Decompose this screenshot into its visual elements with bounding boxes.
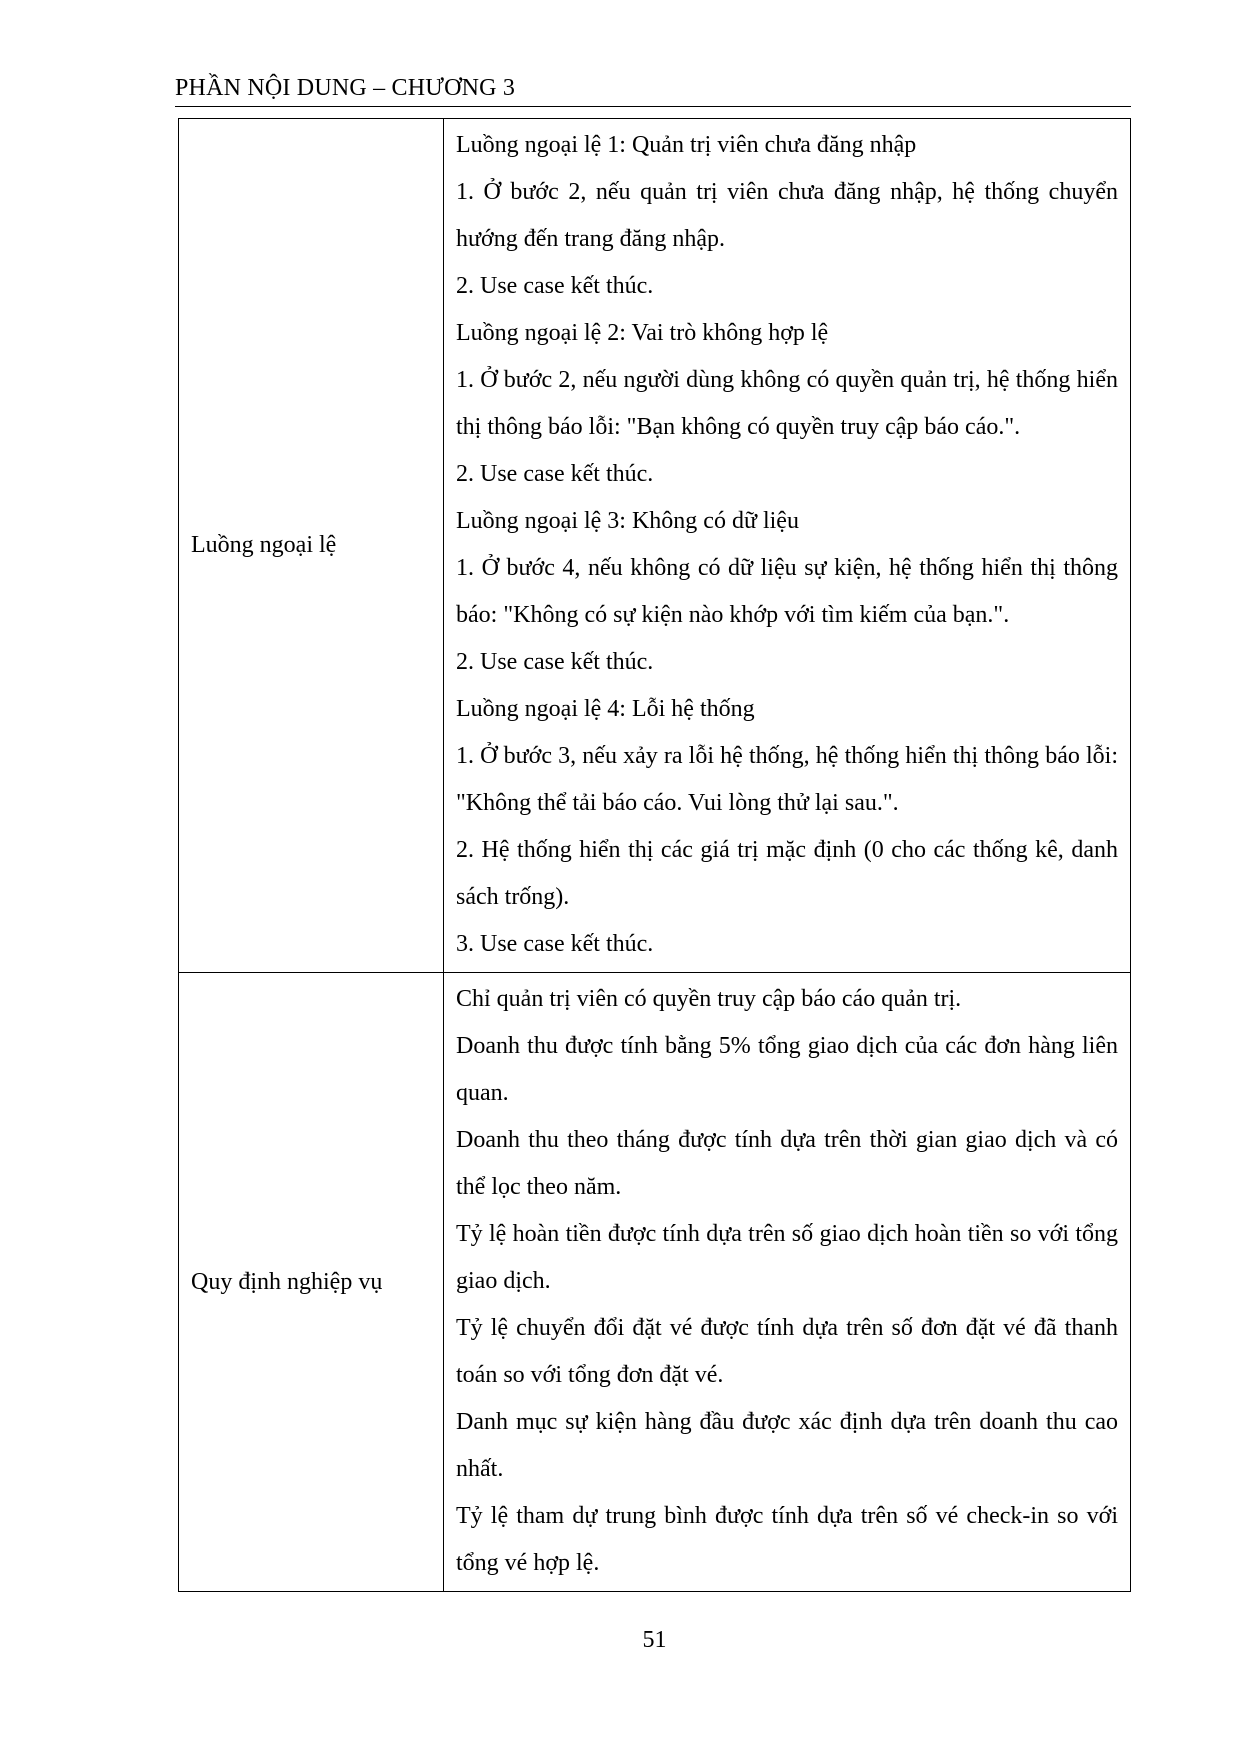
exception-flows-content xyxy=(444,119,1131,973)
list-item: Tỷ lệ hoàn tiền được tính dựa trên số giao dịch hoàn tiền so với tổng giao dịch. xyxy=(456,1221,1118,1294)
table-row-exception-flows xyxy=(179,119,1131,973)
use-case-spec-table xyxy=(178,118,1131,1592)
business-rules-content xyxy=(444,973,1131,1592)
row-label-exception-flows: Luồng ngoại lệ xyxy=(179,119,444,973)
list-item: Doanh thu được tính bằng 5% tổng giao dịch của các đơn hàng liên quan. xyxy=(456,1033,1118,1106)
list-item: 2. Use case kết thúc. xyxy=(456,649,654,675)
list-item: Danh mục sự kiện hàng đầu được xác định dựa trên doanh thu cao nhất. xyxy=(456,1409,1118,1482)
list-item: 1. Ở bước 2, nếu quản trị viên chưa đăng nhập, hệ thống chuyển hướng đến trang đăng nhập. xyxy=(456,179,1118,252)
row-label-business-rules: Quy định nghiệp vụ xyxy=(179,973,444,1592)
list-item: Tỷ lệ tham dự trung bình được tính dựa trên số vé check-in so với tổng vé hợp lệ. xyxy=(456,1503,1118,1576)
list-item: Luồng ngoại lệ 1: Quản trị viên chưa đăng nhập xyxy=(456,132,917,158)
list-item: 1. Ở bước 2, nếu người dùng không có quyền quản trị, hệ thống hiển thị thông báo lỗi: "Bạn không có quyền truy cập báo cáo.". xyxy=(456,367,1118,440)
list-item: Chỉ quản trị viên có quyền truy cập báo cáo quản trị. xyxy=(456,986,962,1012)
table-row-business-rules xyxy=(179,973,1131,1592)
chapter-title: PHẦN NỘI DUNG – CHƯƠNG 3 xyxy=(175,75,516,101)
list-item: Luồng ngoại lệ 4: Lỗi hệ thống xyxy=(456,696,755,722)
list-item: 3. Use case kết thúc. xyxy=(456,931,654,957)
page-header xyxy=(175,68,1131,107)
list-item: 1. Ở bước 4, nếu không có dữ liệu sự kiện, hệ thống hiển thị thông báo: "Không có sự kiện nào khớp với tìm kiếm của bạn.". xyxy=(456,555,1118,628)
list-item: Tỷ lệ chuyển đổi đặt vé được tính dựa trên số đơn đặt vé đã thanh toán so với tổng đơn đặt vé. xyxy=(456,1315,1118,1388)
list-item: 2. Hệ thống hiển thị các giá trị mặc định (0 cho các thống kê, danh sách trống). xyxy=(456,837,1118,910)
page-number: 51 xyxy=(642,1627,667,1653)
list-item: Luồng ngoại lệ 3: Không có dữ liệu xyxy=(456,508,799,534)
list-item: Luồng ngoại lệ 2: Vai trò không hợp lệ xyxy=(456,320,829,346)
list-item: 2. Use case kết thúc. xyxy=(456,273,654,299)
list-item: 2. Use case kết thúc. xyxy=(456,461,654,487)
list-item: 1. Ở bước 3, nếu xảy ra lỗi hệ thống, hệ thống hiển thị thông báo lỗi: "Không thể tải báo cáo. Vui lòng thử lại sau.". xyxy=(456,743,1118,816)
list-item: Doanh thu theo tháng được tính dựa trên thời gian giao dịch và có thể lọc theo năm. xyxy=(456,1127,1118,1200)
